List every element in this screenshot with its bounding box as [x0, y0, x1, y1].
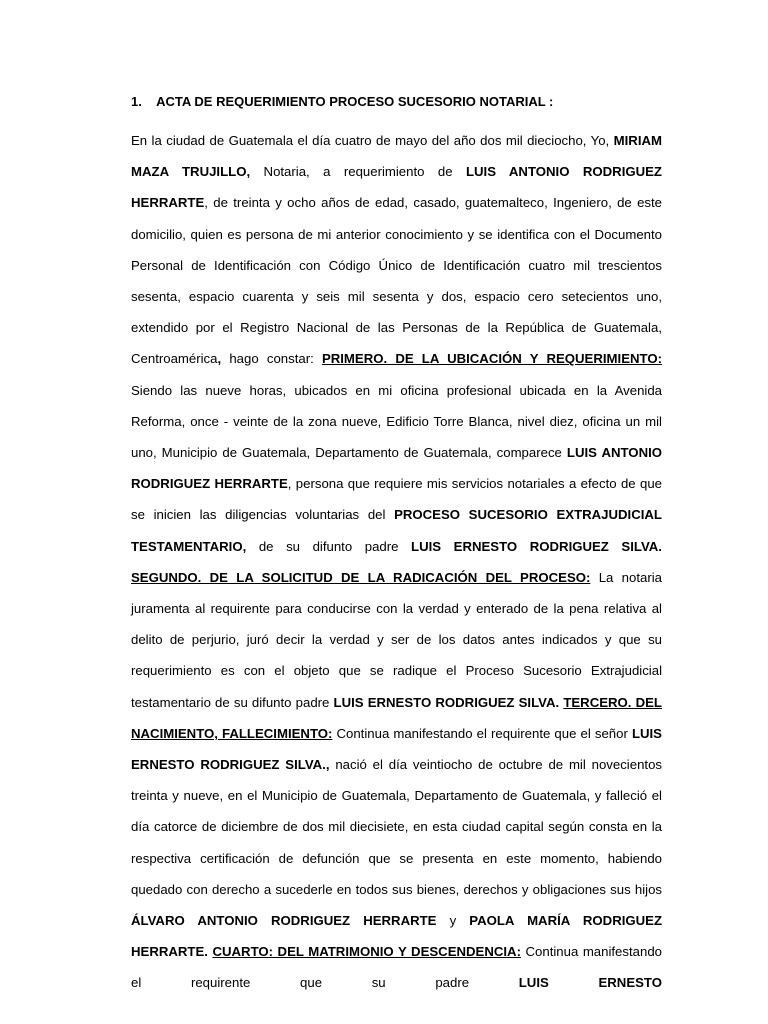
document-heading	[131, 94, 553, 109]
body-text: , persona que requiere mis servicios notariales a efecto de que se inicien las diligencias voluntarias del	[131, 476, 663, 523]
document-body	[131, 125, 662, 999]
notary-name: MIRIAM MAZA TRUJILLO,	[131, 133, 662, 180]
heading-number: 1.	[131, 94, 142, 109]
requester-name: LUIS ANTONIO RODRIGUEZ HERRARTE	[131, 445, 663, 492]
body-text: En la ciudad de Guatemala el día cuatro de mayo del año dos mil dieciocho, Yo,	[131, 133, 614, 148]
heading-title: ACTA DE REQUERIMIENTO PROCESO SUCESORIO NOTARIAL :	[156, 94, 554, 109]
body-text: , de treinta y ocho años de edad, casado, guatemalteco, Ingeniero, de este domicilio, quien es persona de mi anterior conocimiento y se identifica con el Documento Personal de Identificación con Código Único de Identificación cuatro mil trescientos sesenta, espacio cuarenta y seis mil sesenta y dos, espacio cero setecientos uno, extendido por el Registro Nacional de las Personas de la República de Guatemala, Centroamérica	[131, 195, 662, 367]
body-text: Continua manifestando el requirente que su padre	[131, 944, 662, 991]
heir-name: ÁLVARO ANTONIO RODRIGUEZ HERRARTE	[131, 913, 437, 929]
body-text: Notaria, a requerimiento de	[250, 164, 466, 180]
section-heading-primero: PRIMERO. DE LA UBICACIÓN Y REQUERIMIENTO:	[321, 351, 662, 367]
section-heading-cuarto: CUARTO: DEL MATRIMONIO Y DESCENDENCIA:	[212, 944, 521, 960]
heir-name: PAOLA MARÍA RODRIGUEZ HERRARTE.	[131, 913, 663, 960]
process-name: PROCESO SUCESORIO EXTRAJUDICIAL TESTAMENTARIO,	[131, 507, 662, 554]
section-heading-segundo: SEGUNDO. DE LA SOLICITUD DE LA RADICACIÓN DEL PROCESO:	[131, 569, 591, 585]
body-text: Continua manifestando el requirente que el señor	[332, 725, 632, 741]
body-text: ,	[217, 351, 222, 367]
body-text: hago constar:	[221, 351, 322, 367]
body-text: de su difunto padre	[246, 538, 412, 554]
deceased-name: LUIS ERNESTO RODRIGUEZ SILVA.,	[131, 725, 662, 773]
body-text: y	[436, 913, 470, 929]
body-text: nació el día veintiocho de octubre de mil novecientos treinta y nueve, en el Municipio de Guatemala, Departamento de Guatemala, y falleció el día catorce de diciembre de dos mil diecisiete, en esta ciudad capital según consta en la respectiva certificación de defunción que se presenta en este momento, habiendo quedado con derecho a sucederle en todos sus bienes, derechos y obligaciones sus hijos	[131, 757, 662, 897]
body-text: La notaria juramenta al requirente para conducirse con la verdad y enterado de la pena relativa al delito de perjurio, juró decir la verdad y ser de los datos antes indicados y que su requerimiento es con el objeto que se radique el Proceso Sucesorio Extrajudicial testamentario de su difunto padre	[131, 569, 662, 710]
deceased-name: LUIS ERNESTO	[518, 975, 662, 991]
body-text: Siendo las nueve horas, ubicados en mi oficina profesional ubicada en la Avenida Reforma, once - veinte de la zona nueve, Edificio Torre Blanca, nivel diez, oficina un mil uno, Municipio de Guatemala, Departamento de Guatemala, comparece	[131, 382, 662, 461]
deceased-name: LUIS ERNESTO RODRIGUEZ SILVA.	[333, 694, 560, 710]
section-heading-tercero: TERCERO. DEL NACIMIENTO, FALLECIMIENTO:	[131, 694, 662, 741]
deceased-name: LUIS ERNESTO RODRIGUEZ SILVA.	[411, 538, 662, 554]
requester-name: LUIS ANTONIO RODRIGUEZ HERRARTE	[131, 164, 662, 211]
